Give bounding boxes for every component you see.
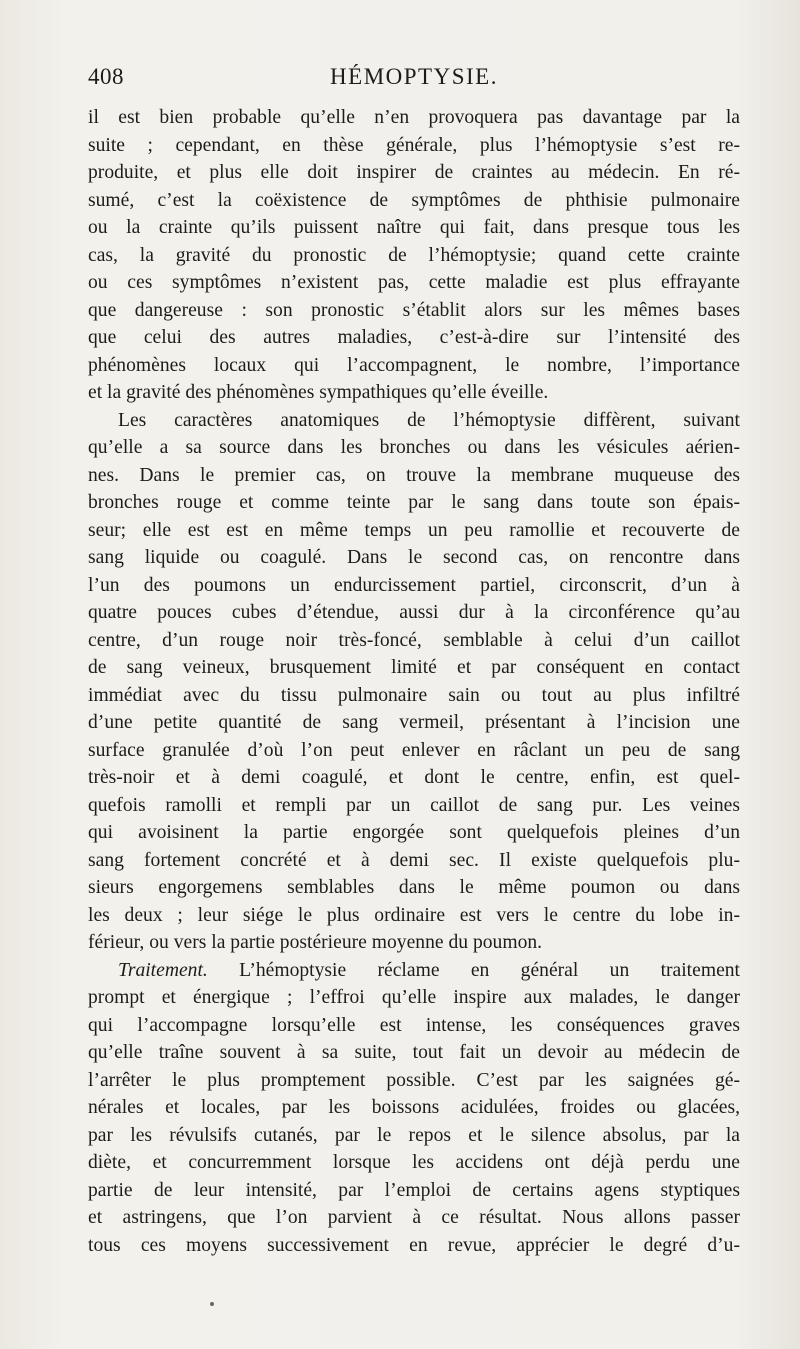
text-line: les deux ; leur siége le plus ordinaire est vers le centre du lobe in- — [88, 904, 740, 926]
text-line: ou ces symptômes n’existent pas, cette maladie est plus effrayante — [88, 272, 740, 293]
text-line: sang liquide ou coagulé. Dans le second cas, on rencontre dans — [88, 547, 740, 568]
text-line: seur; elle est est en même temps un peu ramollie et recouverte de — [88, 519, 740, 541]
text-line: cas, la gravité du pronostic de l’hémoptysie; quand cette crainte — [88, 244, 740, 266]
text-line: et la gravité des phénomènes sympathiques qu’elle éveille. — [88, 382, 549, 403]
running-title: HÉMOPTYSIE. — [330, 64, 498, 89]
text-line: qu’elle a sa source dans les bronches ou dans les vésicules aérien- — [88, 437, 740, 458]
text-line: bronches rouge et comme teinte par le sang dans toute son épais- — [88, 492, 740, 513]
text-line: nérales et locales, par les boissons acidulées, froides ou glacées, — [88, 1097, 740, 1118]
text-line: par les révulsifs cutanés, par le repos et le silence absolus, par la — [88, 1124, 740, 1146]
text-line: férieur, ou vers la partie postérieure moyenne du poumon. — [88, 932, 543, 953]
text-line: nes. Dans le premier cas, on trouve la membrane muqueuse des — [88, 464, 740, 486]
traitement-heading: Traitement. — [118, 959, 208, 981]
text-line: suite ; cependant, en thèse générale, plus l’hémoptysie s’est re- — [88, 134, 740, 156]
text-line: centre, d’un rouge noir très-foncé, semblable à celui d’un caillot — [88, 629, 740, 651]
text-line: immédiat avec du tissu pulmonaire sain ou tout au plus infiltré — [88, 684, 740, 706]
text-line: sumé, c’est la coëxistence de symptômes de phthisie pulmonaire — [88, 189, 740, 211]
text-line: partie de leur intensité, par l’emploi de certains agens styptiques — [88, 1179, 740, 1201]
text-line: de sang veineux, brusquement limité et par conséquent en contact — [88, 657, 740, 678]
text-line: l’un des poumons un endurcissement partiel, circonscrit, d’un à — [88, 574, 740, 596]
text-line: l’arrêter le plus promptement possible. C’est par les saignées gé- — [88, 1069, 740, 1091]
text-line-with-heading — [88, 957, 740, 985]
page-header — [88, 64, 740, 98]
text-line: produite, et plus elle doit inspirer de craintes au médecin. En ré- — [88, 162, 740, 183]
text-line: sang fortement concrété et à demi sec. Il existe quelquefois plu- — [88, 849, 740, 871]
ink-speck — [210, 1302, 214, 1306]
text-line: prompt et énergique ; l’effroi qu’elle inspire aux malades, le danger — [88, 987, 740, 1008]
text-line: que dangereuse : son pronostic s’établit alors sur les mêmes bases — [88, 299, 740, 321]
text-line: qu’elle traîne souvent à sa suite, tout fait un devoir au médecin de — [88, 1042, 740, 1063]
text-line: que celui des autres maladies, c’est-à-dire sur l’intensité des — [88, 327, 740, 348]
text-line: quefois ramolli et rempli par un caillot de sang pur. Les veines — [88, 794, 740, 816]
text-line: tous ces moyens successivement en revue, apprécier le degré d’u- — [88, 1234, 740, 1256]
text-line-continuation: L’hémoptysie réclame en général un traitement — [239, 959, 741, 981]
text-line: phénomènes locaux qui l’accompagnent, le nombre, l’importance — [88, 354, 740, 376]
text-line: diète, et concurremment lorsque les accidens ont déjà perdu une — [88, 1152, 740, 1173]
text-line: Les caractères anatomiques de l’hémoptysie diffèrent, suivant — [118, 409, 740, 431]
text-line: sieurs engorgemens semblables dans le même poumon ou dans — [88, 877, 740, 898]
text-line: d’une petite quantité de sang vermeil, présentant à l’incision une — [88, 712, 740, 733]
text-line: et astringens, que l’on parvient à ce résultat. Nous allons passer — [88, 1207, 740, 1228]
text-line: quatre pouces cubes d’étendue, aussi dur à la circonférence qu’au — [88, 602, 740, 623]
body-text — [88, 104, 740, 1259]
text-line: très-noir et à demi coagulé, et dont le centre, enfin, est quel- — [88, 767, 740, 788]
page-number: 408 — [88, 64, 124, 89]
text-line: surface granulée d’où l’on peut enlever en râclant un peu de sang — [88, 739, 740, 761]
text-line: ou la crainte qu’ils puissent naître qui fait, dans presque tous les — [88, 217, 740, 238]
text-line: il est bien probable qu’elle n’en provoquera pas davantage par la — [88, 107, 740, 128]
text-line: qui l’accompagne lorsqu’elle est intense, les conséquences graves — [88, 1014, 740, 1036]
text-line: qui avoisinent la partie engorgée sont quelquefois pleines d’un — [88, 822, 740, 843]
